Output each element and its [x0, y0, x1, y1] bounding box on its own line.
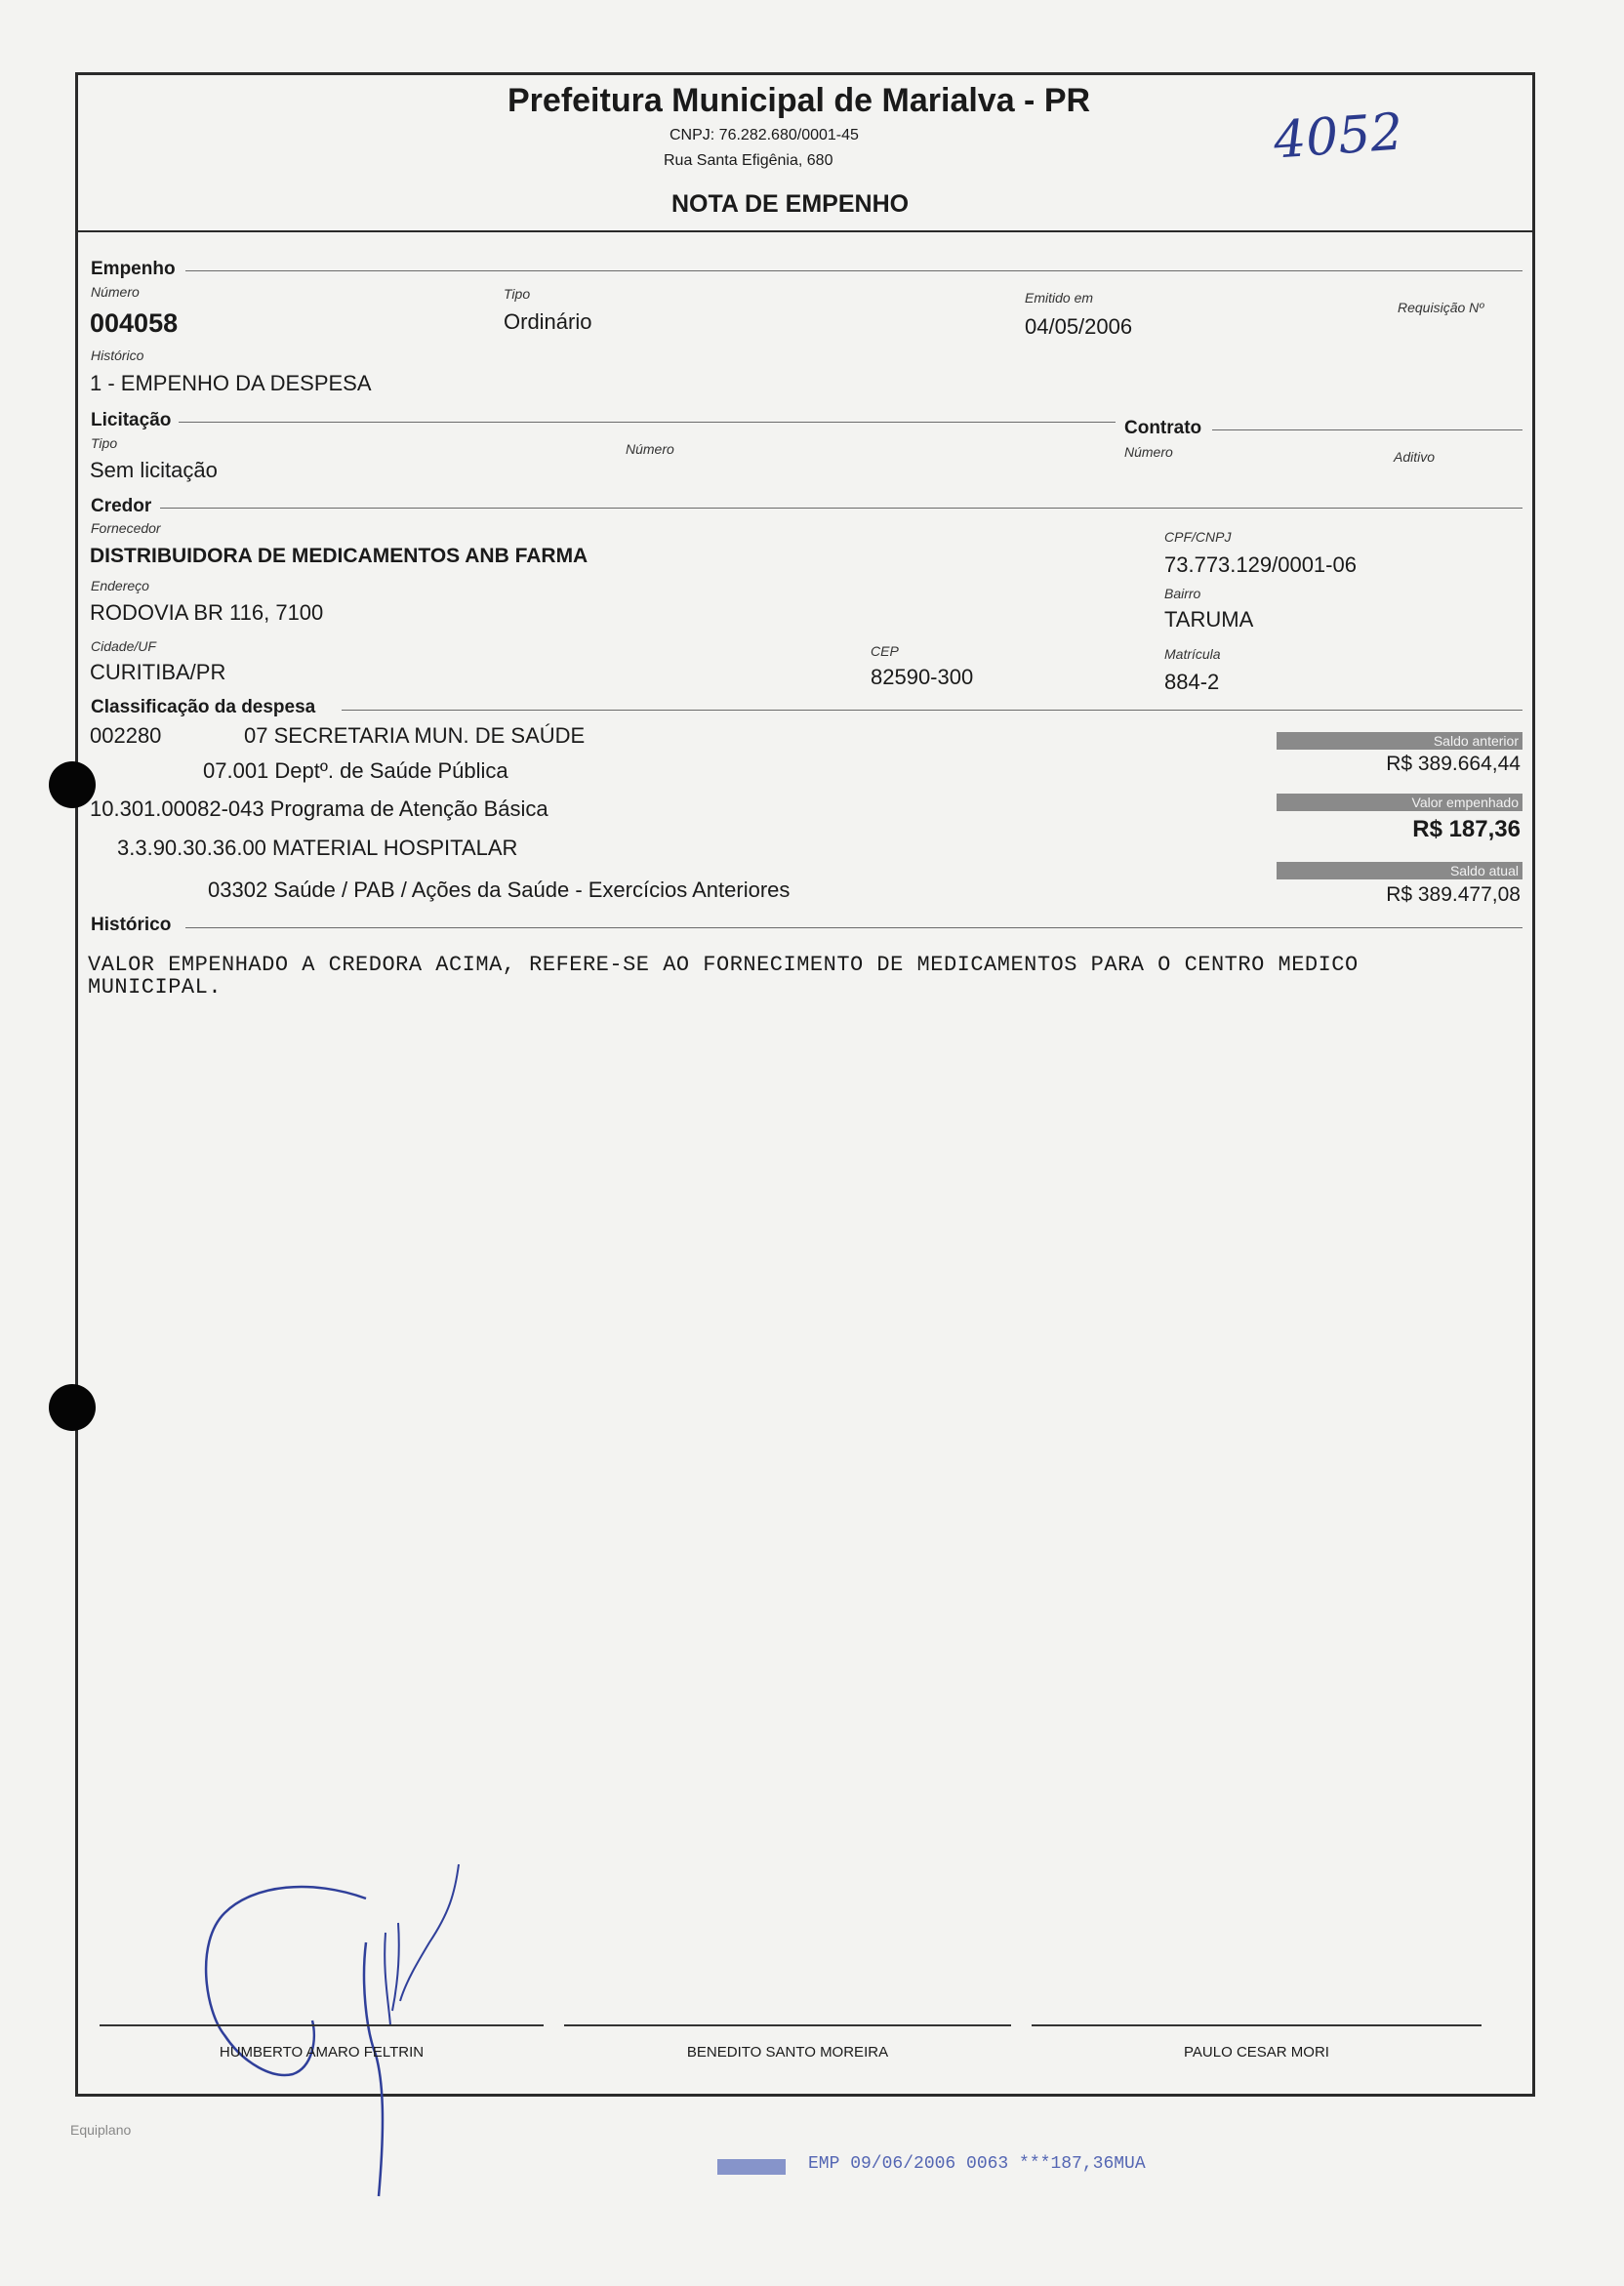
- historico-section-title: Histórico: [91, 915, 172, 935]
- matricula-label: Matrícula: [1164, 646, 1221, 662]
- licitacao-section-title: Licitação: [91, 410, 172, 430]
- signature-line-1: [100, 2024, 544, 2026]
- empenho-tipo: Ordinário: [504, 309, 592, 334]
- signature-line-2: [564, 2024, 1011, 2026]
- saldo-anterior-value: R$ 389.664,44: [1386, 753, 1521, 775]
- credor-section-title: Credor: [91, 496, 152, 516]
- bank-stamp-icon: [717, 2159, 786, 2175]
- cep: 82590-300: [871, 665, 974, 689]
- historico-line-2: MUNICIPAL.: [88, 975, 223, 1000]
- bairro: TARUMA: [1164, 607, 1254, 632]
- classificacao-departamento: 07.001 Deptº. de Saúde Pública: [203, 758, 508, 783]
- signature-name-1: HUMBERTO AMARO FELTRIN: [219, 2044, 425, 2061]
- matricula: 884-2: [1164, 670, 1220, 694]
- fornecedor-label: Fornecedor: [91, 520, 161, 536]
- bairro-label: Bairro: [1164, 586, 1201, 601]
- empenho-emitido-label: Emitido em: [1025, 290, 1094, 306]
- saldo-anterior-label: Saldo anterior: [1277, 732, 1522, 750]
- historico-line-1: VALOR EMPENHADO A CREDORA ACIMA, REFERE-SE AO FORNECIMENTO DE MEDICAMENTOS PARA O CENTRO MEDICO: [88, 953, 1359, 977]
- signature-name-2: BENEDITO SANTO MOREIRA: [686, 2044, 889, 2061]
- classificacao-secretaria: 07 SECRETARIA MUN. DE SAÚDE: [244, 723, 586, 748]
- classificacao-elemento: 3.3.90.30.36.00 MATERIAL HOSPITALAR: [117, 836, 518, 860]
- licitacao-tipo: Sem licitação: [90, 458, 218, 482]
- contrato-aditivo-label: Aditivo: [1394, 449, 1436, 465]
- licitacao-rule: [179, 422, 1116, 423]
- municipality-address: Rua Santa Efigênia, 680: [664, 152, 833, 169]
- bank-stamp: EMP 09/06/2006 0063 ***187,36MUA: [808, 2154, 1146, 2174]
- requisicao-label: Requisição Nº: [1398, 300, 1484, 315]
- header-divider: [75, 230, 1535, 232]
- municipality-cnpj: CNPJ: 76.282.680/0001-45: [670, 127, 859, 143]
- signature-name-3: PAULO CESAR MORI: [1184, 2044, 1329, 2061]
- licitacao-tipo-label: Tipo: [91, 435, 118, 451]
- credor-rule: [160, 508, 1522, 509]
- saldo-atual-value: R$ 389.477,08: [1386, 883, 1521, 906]
- empenho-historico: 1 - EMPENHO DA DESPESA: [90, 371, 372, 395]
- valor-empenhado-value: R$ 187,36: [1412, 816, 1521, 842]
- credor-cnpj: 73.773.129/0001-06: [1164, 552, 1357, 577]
- cidade: CURITIBA/PR: [90, 660, 226, 684]
- punch-hole-bottom: [49, 1384, 96, 1431]
- punch-hole-top: [49, 761, 96, 808]
- empenho-emitido: 04/05/2006: [1025, 314, 1133, 339]
- handwritten-number: 4052: [1272, 102, 1405, 171]
- endereco-label: Endereço: [91, 578, 149, 593]
- historico-rule: [185, 927, 1522, 928]
- classificacao-programa: 10.301.00082-043 Programa de Atenção Básica: [90, 796, 548, 821]
- cidade-label: Cidade/UF: [91, 638, 156, 654]
- empenho-rule: [185, 270, 1522, 271]
- classificacao-rule: [342, 710, 1522, 711]
- empenho-section-title: Empenho: [91, 259, 176, 279]
- municipality-title: Prefeitura Municipal de Marialva - PR: [508, 82, 1091, 119]
- classificacao-fonte: 03302 Saúde / PAB / Ações da Saúde - Exercícios Anteriores: [208, 878, 791, 902]
- classificacao-code: 002280: [90, 723, 162, 748]
- document-title: NOTA DE EMPENHO: [671, 190, 910, 218]
- contrato-numero-label: Número: [1124, 444, 1173, 460]
- contrato-rule: [1212, 429, 1522, 430]
- saldo-atual-label: Saldo atual: [1277, 862, 1522, 879]
- empenho-numero: 004058: [90, 308, 179, 338]
- fornecedor-name: DISTRIBUIDORA DE MEDICAMENTOS ANB FARMA: [90, 545, 589, 567]
- cep-label: CEP: [871, 643, 899, 659]
- empenho-tipo-label: Tipo: [504, 286, 531, 302]
- signature-line-3: [1032, 2024, 1482, 2026]
- endereco: RODOVIA BR 116, 7100: [90, 600, 324, 625]
- empenho-numero-label: Número: [91, 284, 140, 300]
- classificacao-section-title: Classificação da despesa: [91, 697, 316, 717]
- empenho-historico-label: Histórico: [91, 347, 144, 363]
- credor-cnpj-label: CPF/CNPJ: [1164, 529, 1232, 545]
- contrato-section-title: Contrato: [1124, 418, 1202, 438]
- licitacao-numero-label: Número: [626, 441, 674, 457]
- software-footer: Equiplano: [70, 2122, 132, 2138]
- valor-empenhado-label: Valor empenhado: [1277, 794, 1522, 811]
